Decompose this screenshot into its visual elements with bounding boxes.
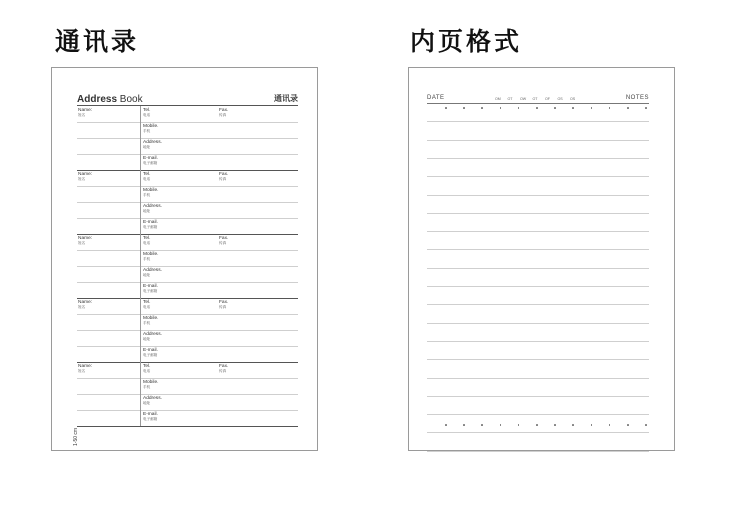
ruled-line bbox=[427, 213, 649, 214]
entry-row bbox=[77, 186, 298, 203]
address-entry bbox=[77, 106, 298, 170]
column-divider bbox=[140, 362, 141, 426]
ruled-line bbox=[427, 158, 649, 159]
ruled-line bbox=[427, 432, 649, 433]
tel-label: Tel. 电话 bbox=[143, 364, 151, 373]
address-book-logo: 通讯录 bbox=[274, 94, 298, 103]
address-label: Address. 地址 bbox=[143, 204, 162, 213]
notes-label: NOTES bbox=[625, 95, 649, 101]
fax-label: Fax. 传真 bbox=[219, 236, 229, 245]
tick-dot bbox=[609, 107, 611, 109]
weekday-label: OS bbox=[570, 97, 576, 101]
tick-dot bbox=[536, 424, 538, 426]
tick-dot bbox=[463, 107, 465, 109]
fax-label: Fax. 传真 bbox=[219, 364, 229, 373]
entry-row bbox=[77, 122, 298, 139]
address-label: Address. 地址 bbox=[143, 396, 162, 405]
ruled-line bbox=[427, 121, 649, 122]
ruled-line bbox=[427, 414, 649, 415]
tick-dot bbox=[645, 424, 647, 426]
date-label: DATE bbox=[427, 95, 445, 101]
header-rule bbox=[427, 103, 649, 104]
mobile-label: Mobile. 手机 bbox=[143, 124, 159, 133]
address-entry bbox=[77, 362, 298, 426]
column-divider bbox=[140, 106, 141, 170]
tick-dot bbox=[518, 424, 520, 426]
entry-row bbox=[77, 330, 298, 347]
entry-row bbox=[77, 394, 298, 411]
entry-row bbox=[77, 250, 298, 267]
weekday-label: OT bbox=[507, 97, 513, 101]
tick-dot bbox=[481, 424, 483, 426]
name-label: Name: 姓名 bbox=[78, 300, 93, 309]
ruled-line bbox=[427, 140, 649, 141]
tick-dot bbox=[591, 107, 593, 109]
mobile-label: Mobile. 手机 bbox=[143, 316, 159, 325]
entry-row bbox=[77, 314, 298, 331]
tick-dot bbox=[463, 424, 465, 426]
tick-dot bbox=[554, 107, 556, 109]
tick-dot bbox=[536, 107, 538, 109]
email-label: E-mail. 电子邮箱 bbox=[143, 348, 158, 357]
entry-row bbox=[77, 298, 298, 315]
tick-dot bbox=[627, 107, 629, 109]
tel-label: Tel. 电话 bbox=[143, 108, 151, 117]
address-entry bbox=[77, 170, 298, 234]
entry-row bbox=[77, 218, 298, 235]
entry-row bbox=[77, 106, 298, 123]
column-divider bbox=[140, 298, 141, 362]
notes-page bbox=[408, 67, 675, 451]
address-entry bbox=[77, 234, 298, 298]
entry-row bbox=[77, 378, 298, 395]
name-label: Name: 姓名 bbox=[78, 364, 93, 373]
email-label: E-mail. 电子邮箱 bbox=[143, 220, 158, 229]
address-book-page bbox=[51, 67, 318, 451]
column-divider bbox=[140, 234, 141, 298]
email-label: E-mail. 电子邮箱 bbox=[143, 284, 158, 293]
entry-row bbox=[77, 138, 298, 155]
tick-dot bbox=[609, 424, 611, 426]
weekday-label: OT bbox=[532, 97, 538, 101]
entry-row bbox=[77, 170, 298, 187]
mobile-label: Mobile. 手机 bbox=[143, 380, 159, 389]
mobile-label: Mobile. 手机 bbox=[143, 188, 159, 197]
tick-dot bbox=[645, 107, 647, 109]
column-divider bbox=[140, 170, 141, 234]
tel-label: Tel. 电话 bbox=[143, 236, 151, 245]
name-label: Name: 姓名 bbox=[78, 108, 93, 117]
email-label: E-mail. 电子邮箱 bbox=[143, 156, 158, 165]
address-book-heading: 通讯录 bbox=[55, 27, 140, 56]
name-label: Name: 姓名 bbox=[78, 172, 93, 181]
fax-label: Fax. 传真 bbox=[219, 300, 229, 309]
tick-dot bbox=[591, 424, 593, 426]
address-label: Address. 地址 bbox=[143, 268, 162, 277]
tick-dot bbox=[500, 424, 502, 426]
name-label: Name: 姓名 bbox=[78, 236, 93, 245]
tick-dot bbox=[554, 424, 556, 426]
tick-dot bbox=[481, 107, 483, 109]
fax-label: Fax. 传真 bbox=[219, 172, 229, 181]
tick-dot bbox=[500, 107, 502, 109]
weekday-label: OS bbox=[557, 97, 563, 101]
ruled-line bbox=[427, 176, 649, 177]
inner-page-format-heading: 内页格式 bbox=[410, 27, 523, 56]
tel-label: Tel. 电话 bbox=[143, 300, 151, 309]
entry-row bbox=[77, 410, 298, 427]
address-entry bbox=[77, 298, 298, 362]
entry-row bbox=[77, 346, 298, 363]
address-label: Address. 地址 bbox=[143, 332, 162, 341]
entry-row bbox=[77, 154, 298, 171]
entry-row bbox=[77, 266, 298, 283]
weekday-label: OW bbox=[520, 97, 527, 101]
tick-dot bbox=[572, 107, 574, 109]
fax-label: Fax. 传真 bbox=[219, 108, 229, 117]
address-label: Address. 地址 bbox=[143, 140, 162, 149]
ruled-line bbox=[427, 341, 649, 342]
tick-dot bbox=[627, 424, 629, 426]
mobile-label: Mobile. 手机 bbox=[143, 252, 159, 261]
address-book-title: Address Book bbox=[77, 94, 143, 105]
tick-dot bbox=[445, 424, 447, 426]
entry-row bbox=[77, 234, 298, 251]
page-footer-code: 1-50 cm bbox=[73, 427, 79, 446]
weekday-label: OM bbox=[495, 97, 501, 101]
ruled-line bbox=[427, 304, 649, 305]
ruled-line bbox=[427, 286, 649, 287]
ruled-line bbox=[427, 231, 649, 232]
ruled-line bbox=[427, 195, 649, 196]
tick-dot bbox=[518, 107, 520, 109]
entry-row bbox=[77, 282, 298, 299]
ruled-line bbox=[427, 268, 649, 269]
ruled-line bbox=[427, 249, 649, 250]
tel-label: Tel. 电话 bbox=[143, 172, 151, 181]
tick-dot bbox=[572, 424, 574, 426]
ruled-line bbox=[427, 378, 649, 379]
email-label: E-mail. 电子邮箱 bbox=[143, 412, 158, 421]
weekday-label: OF bbox=[545, 97, 550, 101]
tick-dot bbox=[445, 107, 447, 109]
ruled-line bbox=[427, 451, 649, 452]
ruled-line bbox=[427, 323, 649, 324]
entry-row bbox=[77, 362, 298, 379]
entry-row bbox=[77, 202, 298, 219]
ruled-line bbox=[427, 396, 649, 397]
ruled-line bbox=[427, 359, 649, 360]
